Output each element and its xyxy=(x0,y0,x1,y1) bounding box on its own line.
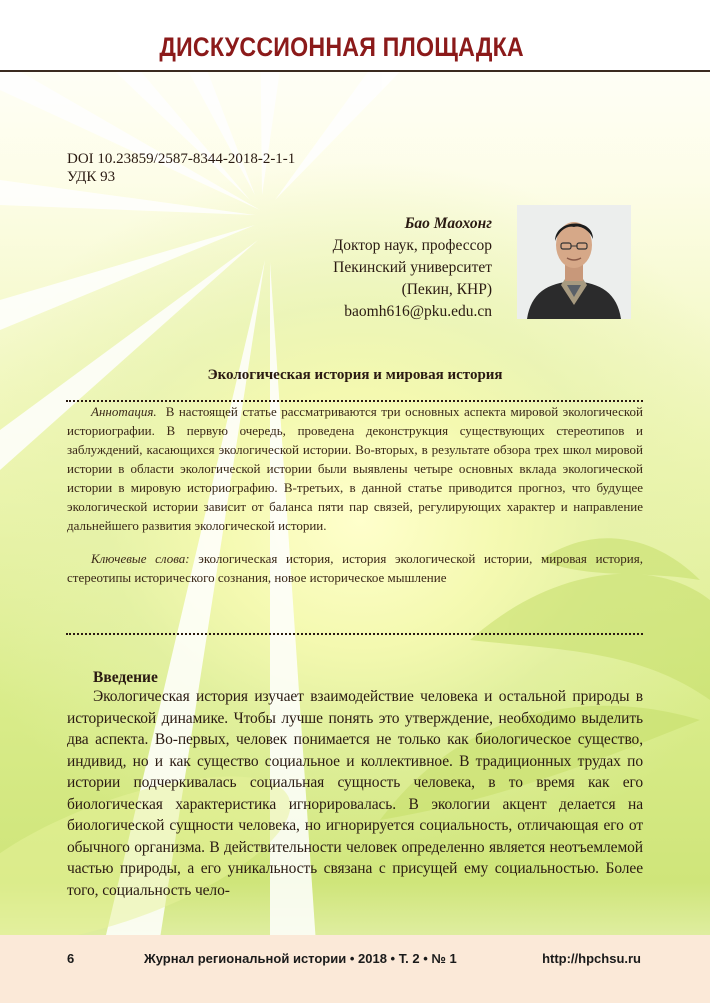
section-title: ДИСКУССИОННАЯ ПЛОЩАДКА xyxy=(159,32,524,62)
article-meta xyxy=(67,150,295,186)
author-email: baomh616@pku.edu.cn xyxy=(344,303,492,320)
abstract-label: Аннотация. xyxy=(91,404,157,419)
intro-paragraph: Экологическая история изучает взаимодействие человека и остальной природы в исторической динамике. Чтобы лучше понять это утверждение, необходимо выделить два аспекта. Во-первых, человек понимается не только как биологическое существо, индивид, но и как существо социальное и коллективное. В традиционных трудах по истории подчеркивалась социальная сущность человека, в то время как его биологическая характеристика игнорировалась. В экологии акцент делается на биологической сущности человека, но игнорируется социальность, отличающая его от обычного организма. В действительности человек определенно является неотъемлемой частью природы, а его уникальность связана с присущей ему социальностью. Более того, социальность чело- xyxy=(67,688,643,899)
author-info xyxy=(333,213,492,323)
header-divider xyxy=(0,70,710,72)
journal-info: Журнал региональной истории • 2018 • Т. 2 • № 1 xyxy=(144,951,457,966)
author-photo xyxy=(517,205,631,319)
author-portrait-image xyxy=(517,205,631,319)
abstract-text: В настоящей статье рассматриваются три основных аспекта мировой экологической историографии. В первую очередь, проведена деконструкция существующих стереотипов и заблуждений, касающихся экологической истории. Во-вторых, в результате обзора трех школ мировой истории в области экологической истории были выявлены четыре основных вклада экологической истории в мировую историографию. В-третьих, в данной статье приводится прогноз, что будущее экологической истории зависит от баланса пяти пар связей, регулирующих характер и направление дальнейшего развития экологической истории. xyxy=(67,404,644,533)
abstract-block xyxy=(67,402,643,587)
udk-text: УДК 93 xyxy=(67,169,116,185)
keywords-paragraph xyxy=(67,549,643,587)
author-affiliation: Пекинский университет xyxy=(333,259,492,276)
article-title: Экологическая история и мировая история xyxy=(207,367,503,383)
page-footer xyxy=(0,935,710,1003)
keywords-text: экологическая история, история экологической истории, мировая история, стереотипы исторического сознания, новое историческое мышление xyxy=(67,551,643,585)
abstract-bottom-divider xyxy=(66,633,643,635)
abstract-paragraph xyxy=(67,402,643,535)
doi-text: DOI 10.23859/2587-8344-2018-2-1-1 xyxy=(67,151,296,167)
keywords-label: Ключевые слова: xyxy=(91,551,190,566)
author-name: Бао Маохонг xyxy=(404,215,492,232)
intro-heading: Введение xyxy=(93,669,158,686)
journal-url-link[interactable]: http://hpchsu.ru xyxy=(542,951,641,966)
author-location: (Пекин, КНР) xyxy=(401,281,492,298)
author-degree: Доктор наук, профессор xyxy=(332,237,492,254)
page-number: 6 xyxy=(67,951,75,966)
page-header xyxy=(0,0,710,72)
